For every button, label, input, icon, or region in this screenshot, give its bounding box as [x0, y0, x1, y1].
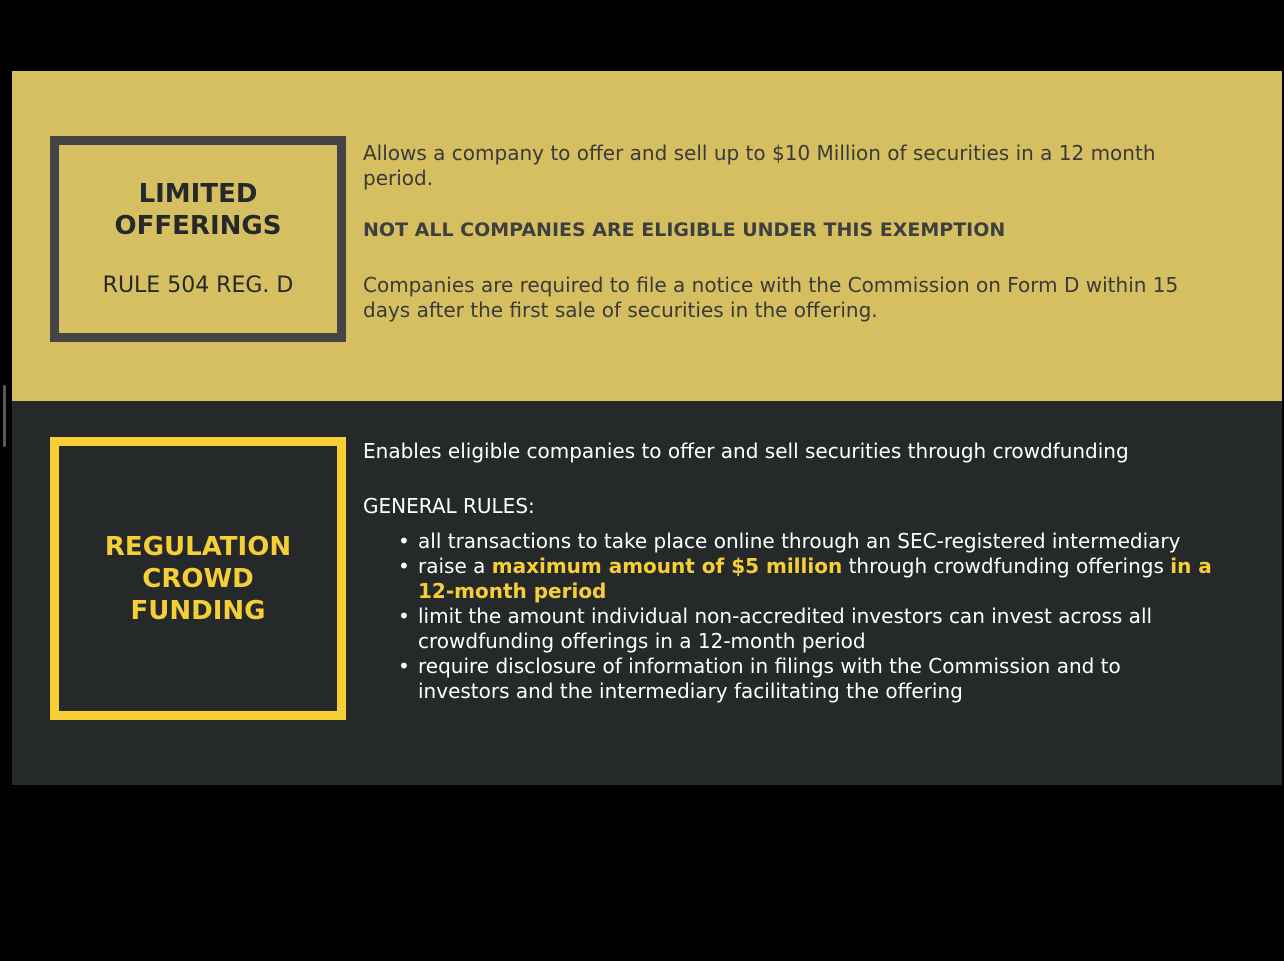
crowdfunding-title: REGULATION CROWD FUNDING [104, 531, 292, 626]
crowdfunding-description [363, 439, 1213, 704]
list-item: • all transactions to take place online through an SEC-registered intermediary [398, 529, 1181, 553]
bullet-icon: • [398, 554, 410, 578]
limited-offerings-description [363, 141, 1213, 323]
bullet-icon: • [398, 604, 410, 628]
limited-offerings-para1: Allows a company to offer and sell up to $10 Million of securities in a 12 month period. [363, 141, 1156, 190]
slide [12, 71, 1282, 785]
eligibility-notice: NOT ALL COMPANIES ARE ELIGIBLE UNDER THIS EXEMPTION [363, 219, 1006, 241]
crowdfunding-section [12, 401, 1282, 785]
general-rules-list [363, 529, 1213, 704]
bullet-icon: • [398, 529, 410, 553]
limited-offerings-box [50, 136, 346, 342]
max-amount-highlight: maximum amount of $5 million [491, 554, 843, 578]
period-highlight: in a 12-month period [418, 554, 1212, 603]
limited-offerings-title: LIMITED OFFERINGS [114, 179, 282, 241]
crowdfunding-intro: Enables eligible companies to offer and sell securities through crowdfunding [363, 439, 1129, 463]
rule-504-subtitle: RULE 504 REG. D [102, 273, 294, 298]
scrollbar-handle[interactable] [3, 385, 6, 447]
list-item: • require disclosure of information in filings with the Commission and to investors and the intermediary facilitating the offering [398, 654, 1121, 703]
list-item: • limit the amount individual non-accredited investors can invest across all crowdfunding offerings in a 12-month period [398, 604, 1153, 653]
limited-offerings-para2: Companies are required to file a notice with the Commission on Form D within 15 days after the first sale of securities in the offering. [363, 273, 1179, 322]
list-item: • raise a maximum amount of $5 million through crowdfunding offerings in a 12-month period [398, 554, 1212, 603]
crowdfunding-box [50, 437, 346, 720]
limited-offerings-section [12, 71, 1282, 401]
general-rules-heading: GENERAL RULES: [363, 494, 535, 518]
bullet-icon: • [398, 654, 410, 678]
